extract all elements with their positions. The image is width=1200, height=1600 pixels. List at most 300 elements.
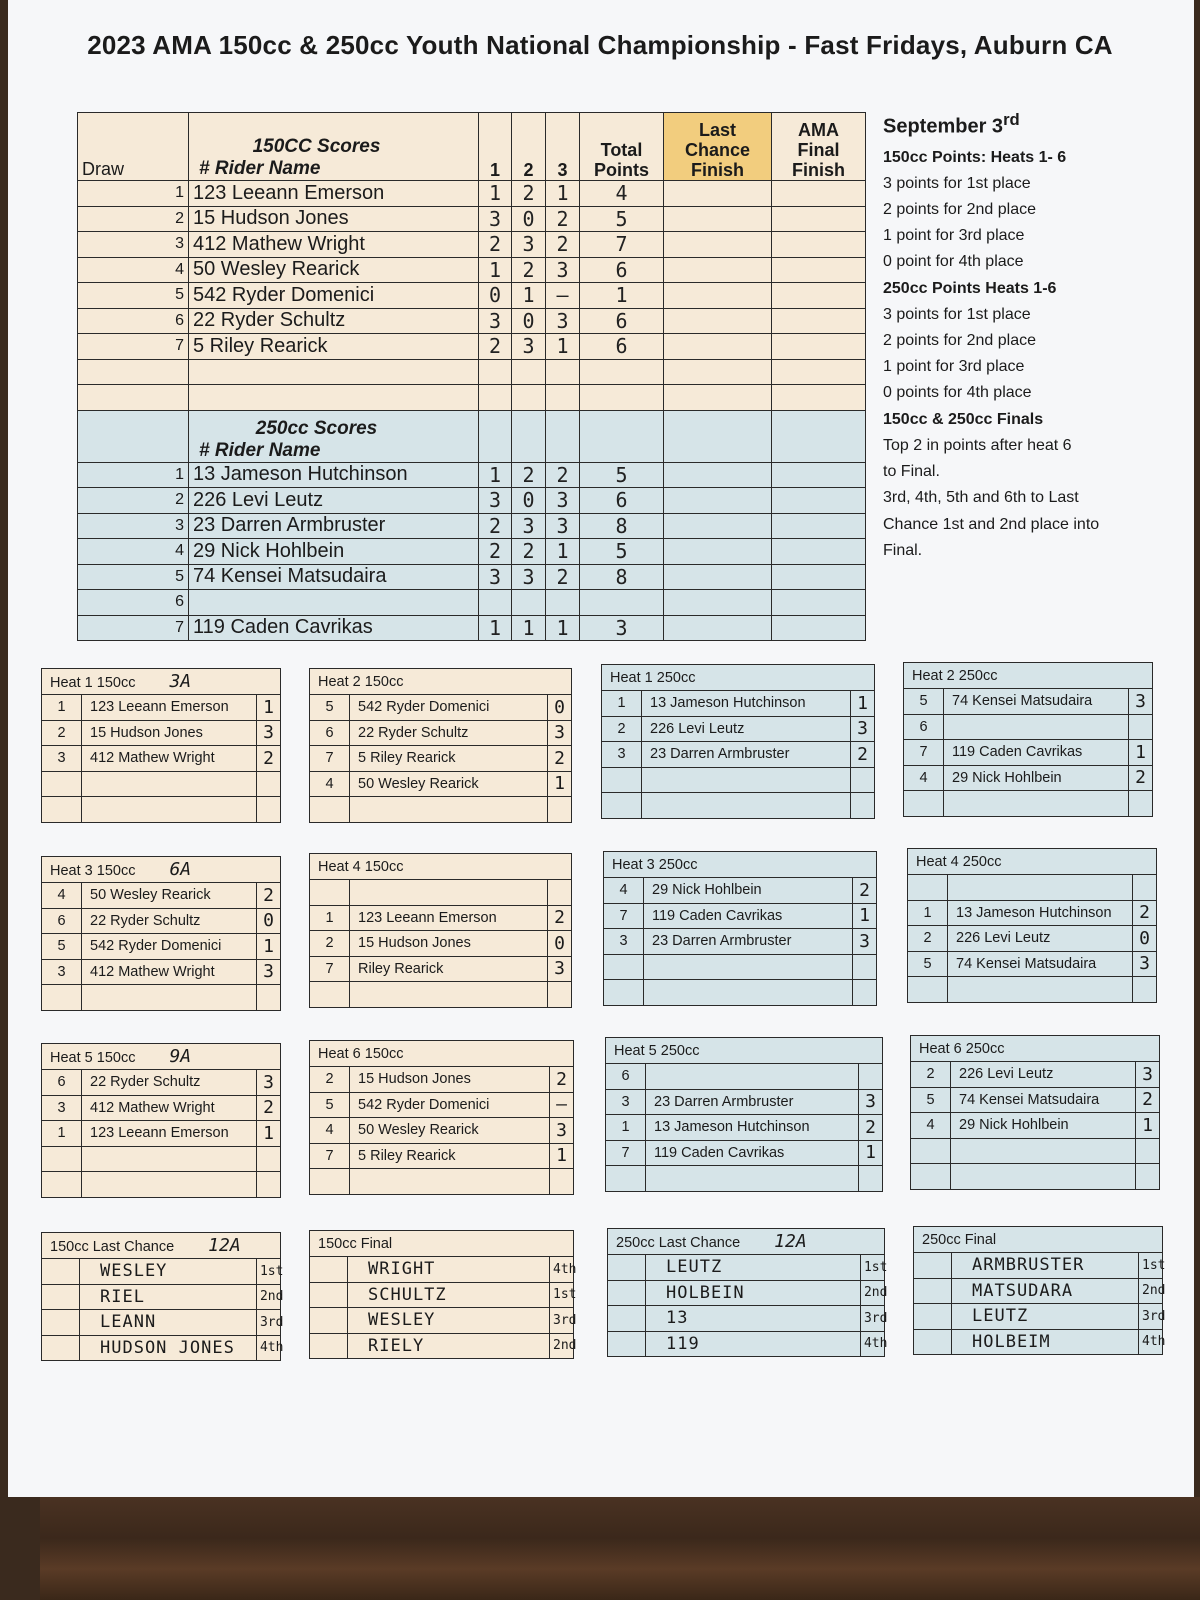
- heat-points: [257, 1146, 281, 1172]
- heat-draw: [908, 875, 948, 901]
- heat-time-tag: 12A: [208, 1235, 241, 1256]
- heat-draw: [310, 1333, 348, 1359]
- heat-time-tag: 6A: [169, 859, 192, 880]
- heat-row: [42, 746, 281, 772]
- heat-draw: 7: [604, 903, 644, 929]
- heat-draw: [914, 1304, 952, 1330]
- heat-rider: 22 Ryder Schultz: [350, 720, 548, 746]
- heat-draw: 5: [911, 1087, 951, 1113]
- heat-row: [914, 1278, 1163, 1304]
- heat-row: [310, 1257, 574, 1283]
- total-points: [580, 590, 664, 616]
- heat-rider: [944, 714, 1129, 740]
- heat-draw: [604, 980, 644, 1006]
- heat-rider: 123 Leeann Emerson: [82, 695, 257, 721]
- heat-row: [904, 714, 1153, 740]
- heat-points: [548, 982, 572, 1008]
- heat-card: [907, 848, 1157, 1003]
- heat-points: 3rd: [1139, 1304, 1163, 1330]
- heat-row: [904, 689, 1153, 715]
- ama-final-finish: [772, 488, 866, 514]
- heat-col-h3: 3: [546, 113, 580, 181]
- note-line: 3rd, 4th, 5th and 6th to Last: [883, 489, 1079, 507]
- heat-row: [42, 959, 281, 985]
- heat-row: [908, 875, 1157, 901]
- heat-title-text: Heat 6 150cc: [318, 1045, 404, 1062]
- heat-rider: [350, 880, 548, 906]
- heat-card: [607, 1228, 888, 1357]
- heat-card: [309, 1230, 577, 1359]
- heat-points: 1st: [550, 1282, 574, 1308]
- heat-row: [310, 1143, 574, 1169]
- heat-card: [309, 668, 572, 823]
- heat-title: [42, 1233, 281, 1259]
- heat-rider: 15 Hudson Jones: [82, 720, 257, 746]
- heat-draw: [608, 1306, 646, 1332]
- heat-title-text: Heat 1 250cc: [610, 669, 696, 686]
- rider-row: [78, 181, 866, 207]
- note-line: to Final.: [883, 463, 940, 481]
- heat-col-h2: 2: [512, 113, 546, 181]
- last-chance-finish: [664, 181, 772, 207]
- heat-points: 2nd: [550, 1333, 574, 1359]
- ama-final-finish: [772, 257, 866, 283]
- heat-points: 2: [257, 1095, 281, 1121]
- heat-points: [1136, 1138, 1160, 1164]
- rider-name: 15 Hudson Jones: [189, 206, 479, 232]
- heat-row: [42, 1259, 281, 1285]
- rider-name: 542 Ryder Domenici: [189, 283, 479, 309]
- heat-rider: 13 Jameson Hutchinson: [646, 1115, 859, 1141]
- heat-rider: 119 Caden Cavrikas: [644, 903, 853, 929]
- rider-row: [78, 385, 866, 411]
- heat-draw: [310, 1308, 348, 1334]
- heat-title-row: [908, 849, 1157, 875]
- heat-points: [859, 1166, 883, 1192]
- heat-draw: 6: [606, 1064, 646, 1090]
- heat-row: [606, 1115, 883, 1141]
- total-points: 1: [580, 283, 664, 309]
- heat-points: 2: [851, 742, 875, 768]
- rider-row: [78, 283, 866, 309]
- heat-points: 2: [550, 1067, 574, 1093]
- heat-draw: [911, 1138, 951, 1164]
- heat-row: [42, 695, 281, 721]
- ama-final-finish: [772, 359, 866, 385]
- heat-points: 3rd: [860, 1306, 884, 1332]
- rider-name: 22 Ryder Schultz: [189, 308, 479, 334]
- scores-header-row: [78, 410, 866, 462]
- heat-title-text: Heat 3 250cc: [612, 856, 698, 873]
- heat-rider: 412 Mathew Wright: [82, 959, 257, 985]
- heat-row: [602, 691, 875, 717]
- draw-number: 7: [78, 334, 189, 360]
- rider-name-header: # Rider Name: [199, 158, 321, 179]
- heat-draw: 5: [310, 695, 350, 721]
- heat-score: 3: [479, 564, 512, 590]
- note-line: 150cc & 250cc Finals: [883, 410, 1044, 428]
- heat-draw: [608, 1280, 646, 1306]
- heat-points: [1129, 714, 1153, 740]
- heat-rider: 74 Kensei Matsudaira: [948, 951, 1133, 977]
- heat-score: 3: [512, 513, 546, 539]
- note-line: 1 point for 3rd place: [883, 358, 1025, 376]
- heat-rider: 50 Wesley Rearick: [82, 883, 257, 909]
- heat-row: [42, 720, 281, 746]
- heat-title-text: 250cc Final: [922, 1231, 997, 1248]
- section-title: [189, 113, 479, 181]
- heat-score: 2: [512, 257, 546, 283]
- heat-rider: 13 Jameson Hutchinson: [642, 691, 851, 717]
- heat-rider: 29 Nick Hohlbein: [951, 1113, 1136, 1139]
- heat-score: 3: [546, 257, 580, 283]
- rider-name-header: # Rider Name: [199, 439, 321, 461]
- draw-number: 6: [78, 308, 189, 334]
- heat-col-h1: 1: [479, 113, 512, 181]
- ama-final-finish: [772, 334, 866, 360]
- heat-score: 1: [479, 615, 512, 641]
- heat-points: 2: [548, 746, 572, 772]
- heat-rider: LEUTZ: [952, 1304, 1139, 1330]
- heat-title-text: Heat 1 150cc: [50, 675, 136, 691]
- heat-row: [42, 1172, 281, 1198]
- heat-rider: [646, 1064, 859, 1090]
- heat-draw: 4: [310, 1118, 350, 1144]
- heat-score: 3: [512, 334, 546, 360]
- heat-row: [608, 1280, 885, 1306]
- heat-card: [41, 1232, 284, 1361]
- rider-row: [78, 257, 866, 283]
- total-points: 6: [580, 257, 664, 283]
- heat-card: [601, 664, 875, 819]
- note-line: 250cc Points Heats 1-6: [883, 279, 1057, 297]
- heat-row: [606, 1089, 883, 1115]
- heat-row: [310, 1333, 574, 1359]
- heat-score: 3: [546, 513, 580, 539]
- heat-rider: 5 Riley Rearick: [350, 746, 548, 772]
- note-line: 3 points for 1st place: [883, 305, 1031, 323]
- heat-draw: [914, 1329, 952, 1355]
- heat-rider: 226 Levi Leutz: [948, 926, 1133, 952]
- heat-row: [310, 931, 572, 957]
- heat-score: 2: [546, 232, 580, 258]
- heat-points: 2: [257, 746, 281, 772]
- heat-points: 3: [1129, 689, 1153, 715]
- note-line: Chance 1st and 2nd place into: [883, 515, 1100, 533]
- draw-number: [78, 385, 189, 411]
- heat-row: [42, 908, 281, 934]
- heat-rider: ARMBRUSTER: [952, 1253, 1139, 1279]
- heat-score: 2: [512, 181, 546, 207]
- heat-score: 1: [546, 615, 580, 641]
- heat-score: [546, 359, 580, 385]
- heat-rider: HOLBEIM: [952, 1329, 1139, 1355]
- total-points: 7: [580, 232, 664, 258]
- heat-row: [310, 880, 572, 906]
- heat-title: [904, 663, 1153, 689]
- heat-row: [310, 982, 572, 1008]
- heat-rider: MATSUDARA: [952, 1278, 1139, 1304]
- heat-time-tag: 3A: [169, 671, 192, 692]
- total-points: 6: [580, 308, 664, 334]
- heat-row: [310, 1282, 574, 1308]
- heat-points: 1: [257, 934, 281, 960]
- heat-rider: 412 Mathew Wright: [82, 746, 257, 772]
- heat-rider: 29 Nick Hohlbein: [944, 765, 1129, 791]
- heat-score: 0: [479, 283, 512, 309]
- heat-rider: [948, 875, 1133, 901]
- heat-score: 1: [512, 283, 546, 309]
- note-line: 2 points for 2nd place: [883, 201, 1036, 219]
- heat-title-text: Heat 5 150cc: [50, 1050, 136, 1066]
- draw-header: [78, 410, 189, 462]
- ama-final-finish: [772, 283, 866, 309]
- heat-points: 3: [853, 929, 877, 955]
- heat-row: [310, 797, 572, 823]
- heat-row: [911, 1113, 1160, 1139]
- heat-rider: [644, 980, 853, 1006]
- heat-row: [602, 742, 875, 768]
- rider-name: [189, 590, 479, 616]
- heat-points: 3: [548, 956, 572, 982]
- ama-final-finish: [772, 615, 866, 641]
- heat-row: [604, 929, 877, 955]
- heat-draw: [602, 793, 642, 819]
- draw-number: 2: [78, 206, 189, 232]
- heat-rider: [82, 1172, 257, 1198]
- heat-points: 1st: [256, 1259, 280, 1285]
- heat-points: 3rd: [256, 1310, 280, 1336]
- heat-points: [550, 1169, 574, 1195]
- heat-draw: [914, 1278, 952, 1304]
- heat-title-row: [911, 1036, 1160, 1062]
- heat-row: [602, 716, 875, 742]
- heat-title: [602, 665, 875, 691]
- heat-points: [257, 797, 281, 823]
- last-chance-finish: [664, 308, 772, 334]
- heat-score: 0: [512, 206, 546, 232]
- heat-points: 0: [548, 695, 572, 721]
- heat-score: 3: [479, 308, 512, 334]
- heat-points: [1129, 791, 1153, 817]
- heat-rider: [646, 1166, 859, 1192]
- heat-card: [605, 1037, 883, 1192]
- heat-row: [602, 793, 875, 819]
- draw-number: 5: [78, 564, 189, 590]
- scores-header-row: [78, 113, 866, 181]
- heat-rider: 50 Wesley Rearick: [350, 771, 548, 797]
- heat-draw: 4: [904, 765, 944, 791]
- total-points: [580, 359, 664, 385]
- heat-card: [603, 851, 877, 1006]
- heat-draw: [42, 1284, 80, 1310]
- note-line: Final.: [883, 541, 923, 559]
- note-line: 0 point for 4th place: [883, 253, 1024, 271]
- total-points-header: [580, 410, 664, 462]
- heat-points: [1133, 875, 1157, 901]
- rider-row: [78, 513, 866, 539]
- heat-draw: [606, 1166, 646, 1192]
- last-chance-finish: [664, 257, 772, 283]
- heat-title-row: [42, 669, 281, 695]
- note-line: 1 point for 3rd place: [883, 227, 1025, 245]
- heat-draw: [42, 1310, 80, 1336]
- heat-rider: RIELY: [348, 1333, 550, 1359]
- heat-title-row: [42, 857, 281, 883]
- heat-points: 3: [257, 1070, 281, 1096]
- heat-row: [310, 956, 572, 982]
- heat-row: [606, 1166, 883, 1192]
- heat-rider: 226 Levi Leutz: [951, 1062, 1136, 1088]
- heat-points: 3: [257, 959, 281, 985]
- last-chance-finish: [664, 513, 772, 539]
- heat-draw: 7: [606, 1140, 646, 1166]
- rider-name: 29 Nick Hohlbein: [189, 539, 479, 565]
- heat-rider: [642, 767, 851, 793]
- heat-row: [908, 926, 1157, 952]
- heat-draw: [604, 954, 644, 980]
- rider-row: [78, 462, 866, 488]
- rider-row: [78, 615, 866, 641]
- total-points: 5: [580, 462, 664, 488]
- draw-number: [78, 359, 189, 385]
- heat-title-row: [310, 854, 572, 880]
- heat-rider: HUDSON JONES: [80, 1335, 257, 1361]
- heat-draw: [911, 1164, 951, 1190]
- heat-draw: [908, 977, 948, 1003]
- rider-name: 13 Jameson Hutchinson: [189, 462, 479, 488]
- heat-draw: 5: [42, 934, 82, 960]
- heat-draw: 6: [904, 714, 944, 740]
- last-chance-finish: [664, 539, 772, 565]
- heat-points: [851, 767, 875, 793]
- last-chance-finish: [664, 232, 772, 258]
- heat-points: 2: [1136, 1087, 1160, 1113]
- heat-row: [42, 985, 281, 1011]
- heat-draw: 1: [310, 905, 350, 931]
- heat-draw: [310, 797, 350, 823]
- last-chance-header: Last Chance Finish: [664, 113, 772, 181]
- heat-draw: 2: [42, 720, 82, 746]
- rider-name: 123 Leeann Emerson: [189, 181, 479, 207]
- heat-draw: 7: [904, 740, 944, 766]
- heat-points: 3: [851, 716, 875, 742]
- rider-name: 412 Mathew Wright: [189, 232, 479, 258]
- heat-rider: LEUTZ: [646, 1255, 861, 1281]
- rider-row: [78, 232, 866, 258]
- draw-number: 4: [78, 257, 189, 283]
- total-points: 3: [580, 615, 664, 641]
- heat-rider: [82, 771, 257, 797]
- section-heading: 250cc Scores: [255, 417, 378, 439]
- heat-rider: [350, 1169, 550, 1195]
- ama-final-finish: [772, 308, 866, 334]
- heat-rider: 542 Ryder Domenici: [82, 934, 257, 960]
- ama-final-header: [772, 410, 866, 462]
- heat-rider: SCHULTZ: [348, 1282, 550, 1308]
- heat-draw: [608, 1255, 646, 1281]
- heat-row: [904, 740, 1153, 766]
- heat-rider: [644, 954, 853, 980]
- heat-points: 1: [1136, 1113, 1160, 1139]
- heat-points: 4th: [860, 1331, 884, 1357]
- heat-rider: 22 Ryder Schultz: [82, 908, 257, 934]
- heat-row: [310, 720, 572, 746]
- heat-draw: 2: [911, 1062, 951, 1088]
- heat-rider: 15 Hudson Jones: [350, 931, 548, 957]
- rider-name: [189, 359, 479, 385]
- heat-title-row: [42, 1044, 281, 1070]
- heat-title: [310, 669, 572, 695]
- last-chance-finish: [664, 488, 772, 514]
- heat-draw: 4: [604, 878, 644, 904]
- heat-rider: 15 Hudson Jones: [350, 1067, 550, 1093]
- ama-final-finish: [772, 462, 866, 488]
- heat-draw: [310, 1169, 350, 1195]
- heat-points: 3: [257, 720, 281, 746]
- heat-card: [913, 1226, 1166, 1355]
- heat-points: 2nd: [256, 1284, 280, 1310]
- heat-time-tag: 12A: [774, 1231, 807, 1252]
- rider-name: 50 Wesley Rearick: [189, 257, 479, 283]
- heat-score: 0: [512, 488, 546, 514]
- heat-card: [910, 1035, 1160, 1190]
- heat-rider: LEANN: [80, 1310, 257, 1336]
- heat-score: 1: [546, 334, 580, 360]
- heat-title: [608, 1229, 885, 1255]
- total-points: 4: [580, 181, 664, 207]
- heat-row: [310, 1092, 574, 1118]
- note-line: 2 points for 2nd place: [883, 332, 1036, 350]
- heat-draw: 3: [606, 1089, 646, 1115]
- heat-rider: RIEL: [80, 1284, 257, 1310]
- last-chance-finish: [664, 359, 772, 385]
- heat-score: 3: [546, 308, 580, 334]
- draw-number: 5: [78, 283, 189, 309]
- heat-title-text: Heat 5 250cc: [614, 1042, 700, 1059]
- heat-title-row: [42, 1233, 281, 1259]
- heat-score: 1: [479, 257, 512, 283]
- heat-rider: 542 Ryder Domenici: [350, 695, 548, 721]
- heat-points: 2nd: [860, 1280, 884, 1306]
- heat-points: [257, 771, 281, 797]
- heat-points: 2: [1133, 900, 1157, 926]
- heat-rider: 23 Darren Armbruster: [644, 929, 853, 955]
- heat-score: 3: [512, 564, 546, 590]
- heat-draw: 5: [904, 689, 944, 715]
- heat-score: 2: [479, 513, 512, 539]
- heat-title: [908, 849, 1157, 875]
- heat-draw: 3: [604, 929, 644, 955]
- heat-draw: 6: [42, 1070, 82, 1096]
- heat-points: [853, 980, 877, 1006]
- heat-title: [42, 669, 281, 695]
- heat-rider: [642, 793, 851, 819]
- heat-score: 1: [479, 181, 512, 207]
- wood-table: [40, 1497, 1200, 1600]
- heat-draw: [42, 1172, 82, 1198]
- heat-rider: 542 Ryder Domenici: [350, 1092, 550, 1118]
- heat-points: 3: [859, 1089, 883, 1115]
- heat-title: [606, 1038, 883, 1064]
- rider-name: 119 Caden Cavrikas: [189, 615, 479, 641]
- heat-title-text: Heat 4 150cc: [318, 858, 404, 875]
- heat-score: [546, 385, 580, 411]
- heat-row: [606, 1064, 883, 1090]
- note-line: 150cc Points: Heats 1- 6: [883, 148, 1067, 166]
- heat-col-h1: [479, 410, 512, 462]
- heat-title-text: Heat 6 250cc: [919, 1040, 1005, 1057]
